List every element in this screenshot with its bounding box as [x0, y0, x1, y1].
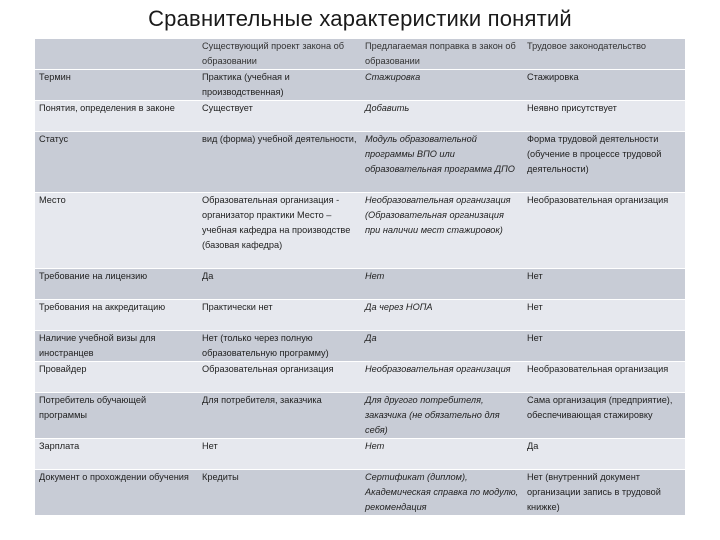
table-cell: Практика (учебная и производственная) — [198, 70, 361, 101]
table-cell: Сама организация (предприятие), обеспечивающая стажировку — [523, 393, 685, 439]
table-cell: Нет (только через полную образовательную программу) — [198, 331, 361, 362]
table-cell: Форма трудовой деятельности (обучение в процессе трудовой деятельности) — [523, 132, 685, 193]
slide-title: Сравнительные характеристики понятий — [148, 6, 572, 31]
row-label-cell: Зарплата — [35, 439, 198, 470]
table-cell: Стажировка — [361, 70, 523, 101]
row-label-cell: Понятия, определения в законе — [35, 101, 198, 132]
table-cell: Нет — [523, 300, 685, 331]
row-label-cell: Место — [35, 193, 198, 269]
comparison-table — [35, 38, 685, 515]
table-cell: Кредиты — [198, 470, 361, 516]
table-cell: Нет (внутренний документ организации запись в трудовой книжке) — [523, 470, 685, 516]
table-cell: Для другого потребителя, заказчика (не обязательно для себя) — [361, 393, 523, 439]
row-label-cell: Термин — [35, 70, 198, 101]
table-cell: Да — [523, 439, 685, 470]
table-row — [35, 439, 685, 470]
table-cell: Необразовательная организация — [523, 362, 685, 393]
table-cell: Существует — [198, 101, 361, 132]
table-cell: Практически нет — [198, 300, 361, 331]
table-cell: Да — [198, 269, 361, 300]
table-cell: Добавить — [361, 101, 523, 132]
table-row — [35, 101, 685, 132]
table-cell: Образовательная организация - организатор практики Место – учебная кафедра на производстве (базовая кафедра) — [198, 193, 361, 269]
table-row — [35, 132, 685, 193]
table-row — [35, 70, 685, 101]
header-cell-proposed-amendment: Предлагаемая поправка в закон об образовании — [361, 39, 523, 70]
table-row — [35, 269, 685, 300]
table-cell: Сертификат (диплом), Академическая справка по модулю, рекомендация — [361, 470, 523, 516]
table-cell: Образовательная организация — [198, 362, 361, 393]
table-cell: Для потребителя, заказчика — [198, 393, 361, 439]
table-header-row — [35, 39, 685, 70]
table-cell: Неявно присутствует — [523, 101, 685, 132]
table-cell: Нет — [523, 269, 685, 300]
table-cell: Нет — [198, 439, 361, 470]
row-label-cell: Потребитель обучающей программы — [35, 393, 198, 439]
row-label-cell: Наличие учебной визы для иностранцев — [35, 331, 198, 362]
row-label-cell: Статус — [35, 132, 198, 193]
table-cell: Необразовательная организация (Образовательная организация при наличии мест стажировок) — [361, 193, 523, 269]
row-label-cell: Требования на аккредитацию — [35, 300, 198, 331]
header-cell-existing-law: Существующий проект закона об образовании — [198, 39, 361, 70]
table-cell: Нет — [523, 331, 685, 362]
table-cell: Модуль образовательной программы ВПО или образовательная программа ДПО — [361, 132, 523, 193]
table-row — [35, 193, 685, 269]
table-cell: Нет — [361, 439, 523, 470]
header-cell-labor-law: Трудовое законодательство — [523, 39, 685, 70]
table-cell: вид (форма) учебной деятельности, — [198, 132, 361, 193]
table-row — [35, 393, 685, 439]
table-cell: Нет — [361, 269, 523, 300]
table-cell: Необразовательная организация — [523, 193, 685, 269]
row-label-cell: Провайдер — [35, 362, 198, 393]
table-row — [35, 470, 685, 516]
table-row — [35, 300, 685, 331]
table-cell: Да через НОПА — [361, 300, 523, 331]
row-label-cell: Документ о прохождении обучения — [35, 470, 198, 516]
header-cell-criterion — [35, 39, 198, 70]
table-cell: Стажировка — [523, 70, 685, 101]
table-row — [35, 331, 685, 362]
row-label-cell: Требование на лицензию — [35, 269, 198, 300]
table-cell: Необразовательная организация — [361, 362, 523, 393]
table-cell: Да — [361, 331, 523, 362]
table-row — [35, 362, 685, 393]
